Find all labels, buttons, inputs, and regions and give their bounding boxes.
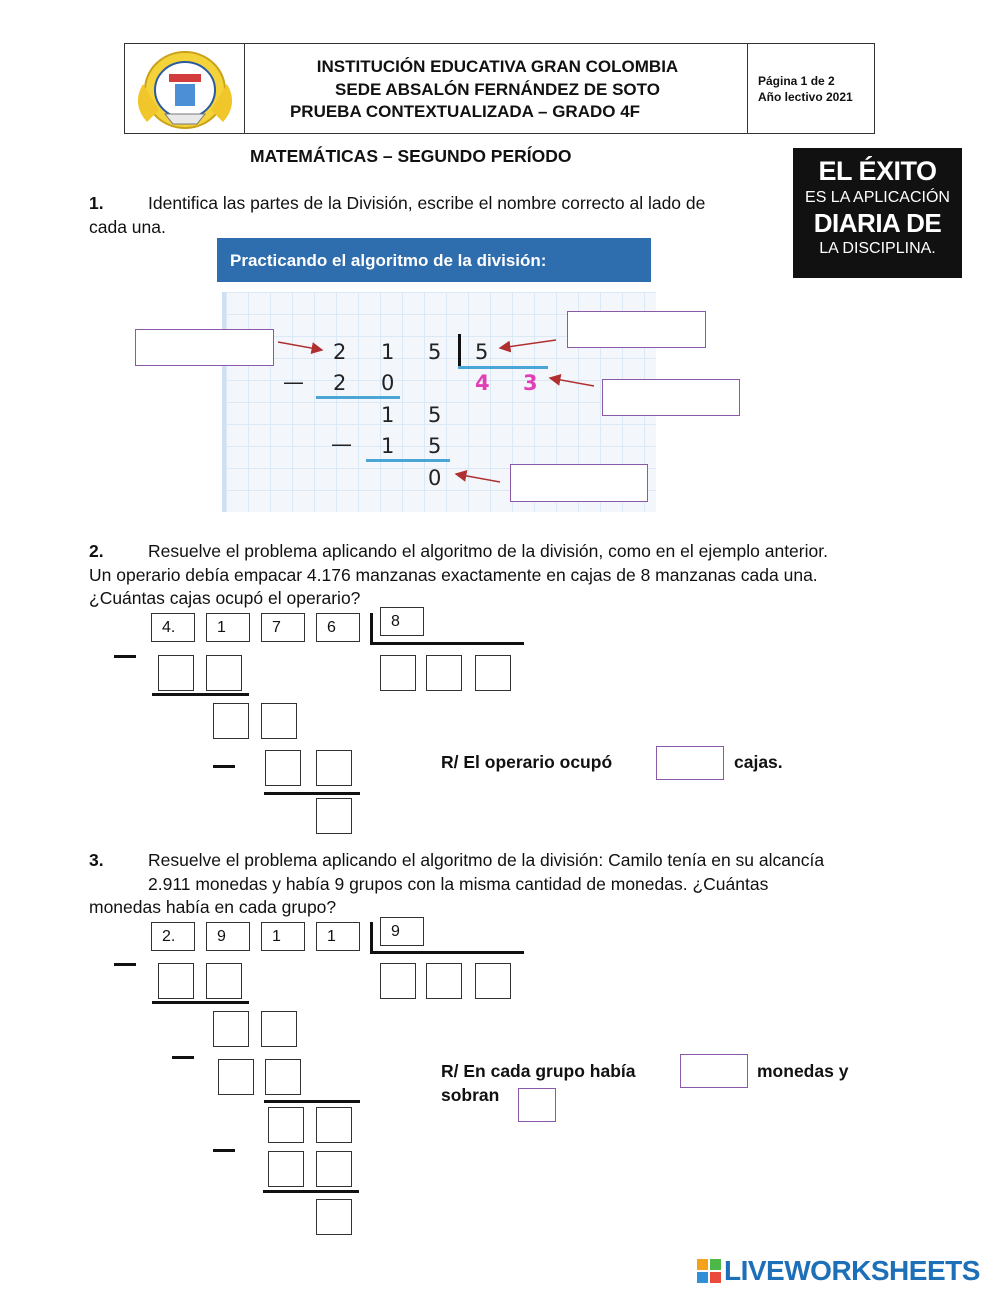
q3-sub2-box[interactable] <box>265 1059 301 1095</box>
q2-quotient-box[interactable] <box>475 655 511 691</box>
example-sub1-digit: 2 <box>333 371 347 395</box>
arrow-to-remainder-icon <box>456 474 500 482</box>
q2-sub2-box[interactable] <box>265 750 301 786</box>
q3-division-bar-horizontal <box>370 951 524 954</box>
q3-line1 <box>152 1001 249 1004</box>
q2-dividend-digit: 1 <box>206 613 250 642</box>
q3-line2 <box>264 1100 360 1103</box>
q3-answer-line2: sobran <box>441 1085 500 1105</box>
remainder-answer-box[interactable] <box>510 464 648 502</box>
example-dividend-digit: 1 <box>381 340 395 364</box>
q3-number: 3. <box>89 850 104 870</box>
q2-partial-box[interactable] <box>261 703 297 739</box>
q3-text-line2: 2.911 monedas y había 9 grupos con la misma cantidad de monedas. ¿Cuántas <box>148 874 769 894</box>
page-number: Página 1 de 2 <box>758 74 835 88</box>
q2-dividend-digit: 7 <box>261 613 305 642</box>
q2-dividend-digit: 6 <box>316 613 360 642</box>
example-banner: Practicando el algoritmo de la división: <box>217 238 651 282</box>
q3-partial-box[interactable] <box>261 1011 297 1047</box>
q2-answer-prefix: R/ El operario ocupó <box>441 752 613 772</box>
q2-quotient-box[interactable] <box>380 655 416 691</box>
q3-answer-suffix: monedas y <box>757 1061 849 1081</box>
subject-title: MATEMÁTICAS – SEGUNDO PERÍODO <box>250 146 572 166</box>
arrow-to-dividend-icon <box>278 342 322 350</box>
q3-division-bar-vertical <box>370 922 373 954</box>
q3-minus-sign <box>114 963 136 966</box>
q3-text-line3: monedas había en cada grupo? <box>89 897 337 917</box>
q3-dividend-digit: 1 <box>261 922 305 951</box>
arrow-to-divisor-icon <box>500 340 556 348</box>
q2-sub2-box[interactable] <box>316 750 352 786</box>
q3-sub3-box[interactable] <box>316 1151 352 1187</box>
ad-line4: LA DISCIPLINA. <box>819 240 936 257</box>
q3-quotient-box[interactable] <box>426 963 462 999</box>
q2-division-bar-vertical <box>370 613 373 645</box>
example-quotient-digit: 4 <box>475 371 490 395</box>
q2-minus-sign <box>213 765 235 768</box>
q1-text-line1: Identifica las partes de la División, escribe el nombre correcto al lado de <box>148 193 706 213</box>
q3-divisor: 9 <box>380 917 424 946</box>
q2-text-line1: Resuelve el problema aplicando el algoritmo de la división, como en el ejemplo anterior. <box>148 541 828 561</box>
q3-quotient-box[interactable] <box>380 963 416 999</box>
q3-partial2-box[interactable] <box>268 1107 304 1143</box>
q2-quotient-box[interactable] <box>426 655 462 691</box>
q3-dividend-digit: 9 <box>206 922 250 951</box>
q3-line3 <box>263 1190 359 1193</box>
q3-partial-box[interactable] <box>213 1011 249 1047</box>
school-year: Año lectivo 2021 <box>758 90 853 104</box>
q2-text-line3: ¿Cuántas cajas ocupó el operario? <box>89 588 361 608</box>
ad-line3: DIARIA DE <box>813 208 942 238</box>
header-line2: SEDE ABSALÓN FERNÁNDEZ DE SOTO <box>335 80 660 99</box>
q3-sub2-box[interactable] <box>218 1059 254 1095</box>
q2-divisor: 8 <box>380 607 424 636</box>
liveworksheets-logo-icon <box>697 1259 721 1283</box>
q2-line2 <box>264 792 360 795</box>
q2-line1 <box>152 693 249 696</box>
example-partial-digit: 5 <box>428 403 442 427</box>
q2-division-bar-horizontal <box>370 642 524 645</box>
header-line1: INSTITUCIÓN EDUCATIVA GRAN COLOMBIA <box>316 57 679 76</box>
q1-number: 1. <box>89 193 104 213</box>
ad-line2: ES LA APLICACIÓN <box>805 189 950 206</box>
q2-remainder-box[interactable] <box>316 798 352 834</box>
q3-dividend-digit: 2. <box>151 922 195 951</box>
q3-minus-sign <box>213 1149 235 1152</box>
example-sub1-digit: 0 <box>381 371 395 395</box>
example-arrows <box>0 0 1000 520</box>
q3-dividend-digit: 1 <box>316 922 360 951</box>
q3-sub3-box[interactable] <box>268 1151 304 1187</box>
q2-sub1-box[interactable] <box>206 655 242 691</box>
q3-text-line1: Resuelve el problema aplicando el algoritmo de la división: Camilo tenía en su alcancía <box>148 850 825 870</box>
arrow-to-quotient-icon <box>550 378 594 386</box>
dividend-answer-box[interactable] <box>135 329 274 366</box>
q3-quotient-box[interactable] <box>475 963 511 999</box>
q2-partial-box[interactable] <box>213 703 249 739</box>
header-line3: PRUEBA CONTEXTUALIZADA – GRADO 4F <box>289 102 641 121</box>
q3-sub1-box[interactable] <box>206 963 242 999</box>
q3-answer-box[interactable] <box>680 1054 748 1088</box>
q3-remainder-answer-box[interactable] <box>518 1088 556 1122</box>
q3-minus-sign <box>172 1056 194 1059</box>
q2-answer-suffix: cajas. <box>734 752 783 772</box>
q3-remainder-box[interactable] <box>316 1199 352 1235</box>
q2-minus-sign <box>114 655 136 658</box>
brand-name[interactable]: LIVEWORKSHEETS <box>724 1255 980 1286</box>
q2-number: 2. <box>89 541 104 561</box>
example-dividend-digit: 5 <box>428 340 442 364</box>
q3-answer-prefix: R/ En cada grupo había <box>441 1061 636 1081</box>
example-divisor: 5 <box>475 340 489 364</box>
example-quotient-digit: 3 <box>523 371 538 395</box>
q1-text-line2: cada una. <box>89 217 166 237</box>
q2-text-line2: Un operario debía empacar 4.176 manzanas exactamente en cajas de 8 manzanas cada una. <box>89 565 818 585</box>
example-dividend-digit: 2 <box>333 340 347 364</box>
example-minus-sign: — <box>283 370 304 394</box>
q3-sub1-box[interactable] <box>158 963 194 999</box>
quotient-answer-box[interactable] <box>602 379 740 416</box>
q2-answer-box[interactable] <box>656 746 724 780</box>
example-sub2-digit: 5 <box>428 434 442 458</box>
q3-partial2-box[interactable] <box>316 1107 352 1143</box>
ad-line1: EL ÉXITO <box>818 156 937 186</box>
q2-sub1-box[interactable] <box>158 655 194 691</box>
example-partial-digit: 1 <box>381 403 395 427</box>
q2-dividend-digit: 4. <box>151 613 195 642</box>
divisor-answer-box[interactable] <box>567 311 706 348</box>
example-minus-sign: — <box>331 432 352 456</box>
example-remainder: 0 <box>428 466 442 490</box>
example-sub2-digit: 1 <box>381 434 395 458</box>
